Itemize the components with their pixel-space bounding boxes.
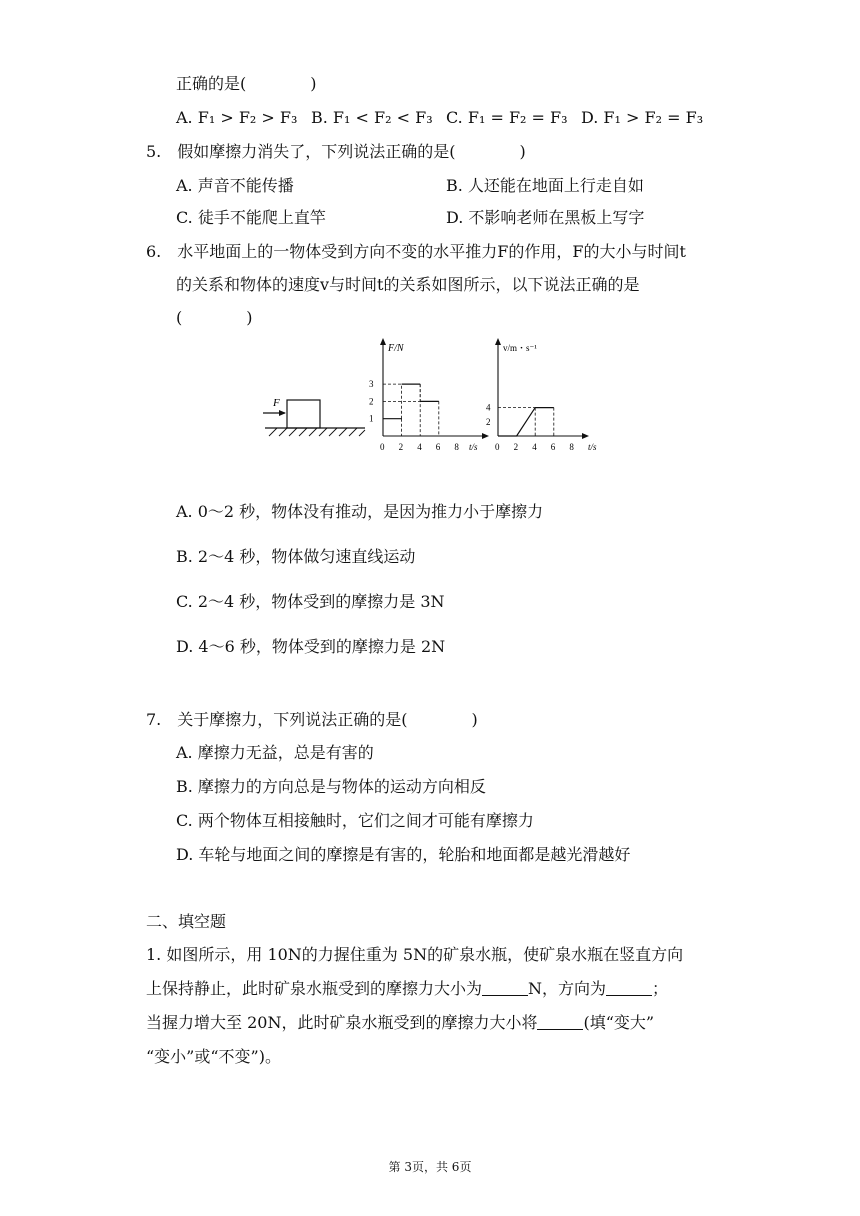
f-axis-label: F/N [388,343,404,354]
section-title: 二、填空题 [146,912,227,931]
v-x-tick-2: 2 [513,442,519,452]
q6-option-b: B. 2～4 秒，物体做匀速直线运动 [176,547,416,566]
q5-option-b: B. 人还能在地面上行走自如 [446,176,644,195]
fill-q1-line1: 1. 如图所示，用 10N的力握住重为 5N的矿泉水瓶，使矿泉水瓶在竖直方向 [146,945,684,964]
fill-q1-line2-c: ； [652,979,669,998]
v-y-tick-2: 2 [486,416,491,427]
q7-option-d: D. 车轮与地面之间的摩擦是有害的，轮胎和地面都是越光滑越好 [176,845,631,864]
q6-figure [255,336,615,460]
q6-stem-line3: ( ) [176,308,253,327]
f-y-tick-1: 1 [369,413,374,424]
q5-stem: 5. 假如摩擦力消失了，下列说法正确的是( ) [146,142,526,161]
fill-q1-line2-a: 上保持静止，此时矿泉水瓶受到的摩擦力大小为 [146,979,483,998]
force-label: F [273,397,280,409]
f-x-tick-4: 4 [417,442,422,452]
q4-option-c: C. F₁ = F₂ = F₃ [446,108,568,127]
q4-tail: 正确的是( ) [176,74,317,93]
q7-option-b: B. 摩擦力的方向总是与物体的运动方向相反 [176,777,486,796]
q6-option-c: C. 2～4 秒，物体受到的摩擦力是 3N [176,592,445,611]
q6-option-a: A. 0～2 秒，物体没有推动，是因为推力小于摩擦力 [176,502,544,521]
q7-option-a: A. 摩擦力无益，总是有害的 [176,743,374,762]
q5-option-d: D. 不影响老师在黑板上写字 [446,208,645,227]
v-x-tick-8: 8 [569,442,574,452]
fill-q1-line3-a: 当握力增大至 20N，此时矿泉水瓶受到的摩擦力大小将 [146,1013,538,1032]
q4-option-b: B. F₁ < F₂ < F₃ [311,108,433,127]
q4-option-a: A. F₁ > F₂ > F₃ [176,108,298,127]
v-series-line [498,408,554,436]
f-y-tick-2: 2 [369,396,374,407]
f-y-tick-3: 3 [369,379,374,390]
answer-blank-2[interactable] [606,979,652,996]
q7-option-c: C. 两个物体互相接触时，它们之间才可能有摩擦力 [176,811,534,830]
q7-stem: 7. 关于摩擦力，下列说法正确的是( ) [146,710,478,729]
v-x-axis-label: t/s [588,442,597,452]
q5-option-c: C. 徒手不能爬上直竿 [176,208,326,227]
fill-q1-line2 [146,977,668,1001]
f-x-tick-2: 2 [398,442,404,452]
f-x-tick-0: 0 [380,442,385,452]
q5-option-a: A. 声音不能传播 [176,176,294,195]
v-t-chart [486,338,597,452]
page-footer: 第 3页，共 6页 [388,1160,472,1174]
f-x-tick-8: 8 [454,442,459,452]
v-x-tick-6: 6 [550,442,556,452]
f-t-chart [369,338,489,452]
v-y-tick-4: 4 [486,402,491,413]
f-x-axis-label: t/s [469,442,478,452]
v-axis-label: v/m・s⁻¹ [503,343,537,353]
fill-q1-line3 [146,1011,654,1035]
fill-q1-line3-b: (填“变大” [583,1013,655,1032]
v-x-tick-4: 4 [532,442,537,452]
fill-q1-line2-b: N，方向为 [528,979,607,998]
q6-stem-line2: 的关系和物体的速度v与时间t的关系如图所示，以下说法正确的是 [176,275,640,294]
answer-blank-3[interactable] [537,1013,583,1030]
f-x-tick-6: 6 [435,442,441,452]
q6-option-d: D. 4～6 秒，物体受到的摩擦力是 2N [176,637,446,656]
answer-blank-1[interactable] [482,979,528,996]
q6-stem-line1: 6. 水平地面上的一物体受到方向不变的水平推力F的作用，F的大小与时间t [146,242,686,261]
block-diagram [263,397,365,436]
v-x-tick-0: 0 [495,442,500,452]
fill-q1-line4: “变小”或“不变”)。 [146,1047,281,1066]
q4-option-d: D. F₁ > F₂ = F₃ [581,108,704,127]
